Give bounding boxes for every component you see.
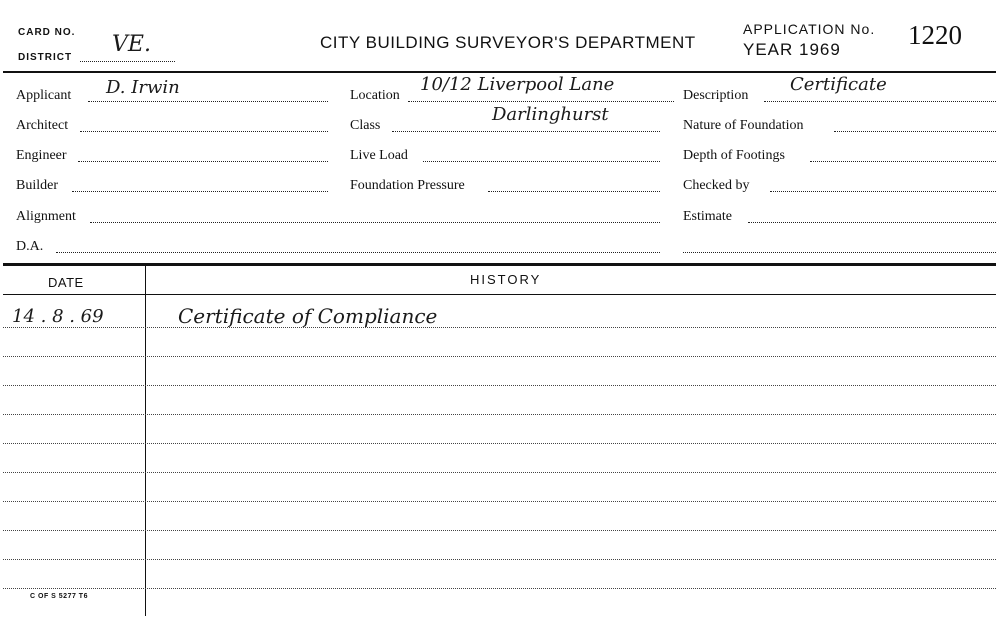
district-value: VE. (112, 32, 151, 57)
location-line (408, 101, 674, 102)
form-code: C OF S 5277 T6 (30, 593, 88, 600)
history-row-line (3, 530, 996, 531)
estimate-label: Estimate (683, 209, 732, 224)
history-column-header: HISTORY (470, 272, 542, 287)
applicant-value: D. Irwin (106, 77, 180, 98)
date-column-header: DATE (48, 275, 84, 290)
description-label: Description (683, 88, 749, 103)
da-line (56, 252, 660, 253)
blank-line (683, 252, 996, 253)
history-row-line (3, 559, 996, 560)
applicant-label: Applicant (16, 88, 72, 103)
applicant-line (88, 101, 328, 102)
history-row-line (3, 443, 996, 444)
foundation-pressure-line (488, 191, 660, 192)
class-line (392, 131, 660, 132)
history-row-line (3, 356, 996, 357)
district-label: DISTRICT (18, 52, 73, 63)
history-row-line (3, 472, 996, 473)
history-row-line (3, 501, 996, 502)
history-row-line (3, 414, 996, 415)
class-label: Class (350, 118, 381, 133)
architect-label: Architect (16, 118, 69, 133)
nature-of-foundation-label: Nature of Foundation (683, 118, 804, 133)
engineer-label: Engineer (16, 148, 67, 163)
application-no-label: APPLICATION No. (743, 21, 876, 37)
depth-of-footings-label: Depth of Footings (683, 148, 785, 163)
alignment-label: Alignment (16, 209, 76, 224)
table-top-rule (3, 263, 996, 266)
live-load-line (423, 161, 660, 162)
history-row-line (3, 327, 996, 328)
year-label: YEAR 1969 (743, 40, 841, 59)
location-value: 10/12 Liverpool Lane (420, 74, 615, 95)
history-entry-date: 14 . 8 . 69 (12, 306, 104, 327)
checked-by-label: Checked by (683, 178, 750, 193)
table-column-divider (145, 266, 146, 616)
description-value: Certificate (790, 74, 887, 95)
da-label: D.A. (16, 239, 44, 254)
history-entry-text: Certificate of Compliance (178, 304, 438, 328)
checked-by-line (770, 191, 996, 192)
location-label: Location (350, 88, 400, 103)
depth-of-footings-line (810, 161, 996, 162)
architect-line (80, 131, 328, 132)
card-no-label: CARD NO. (18, 27, 76, 38)
description-line (764, 101, 996, 102)
builder-label: Builder (16, 178, 58, 193)
foundation-pressure-label: Foundation Pressure (350, 178, 465, 193)
location-value-line2: Darlinghurst (492, 104, 609, 125)
department-title: CITY BUILDING SURVEYOR'S DEPARTMENT (320, 33, 696, 52)
engineer-line (78, 161, 328, 162)
nature-of-foundation-line (834, 131, 996, 132)
history-row-line (3, 588, 996, 589)
table-header-rule (3, 294, 996, 295)
builder-line (72, 191, 328, 192)
application-number: 1220 (908, 20, 962, 50)
live-load-label: Live Load (350, 148, 408, 163)
header-divider (3, 71, 996, 73)
district-dotted-line (80, 61, 175, 62)
history-row-line (3, 385, 996, 386)
estimate-line (748, 222, 996, 223)
alignment-line (90, 222, 660, 223)
